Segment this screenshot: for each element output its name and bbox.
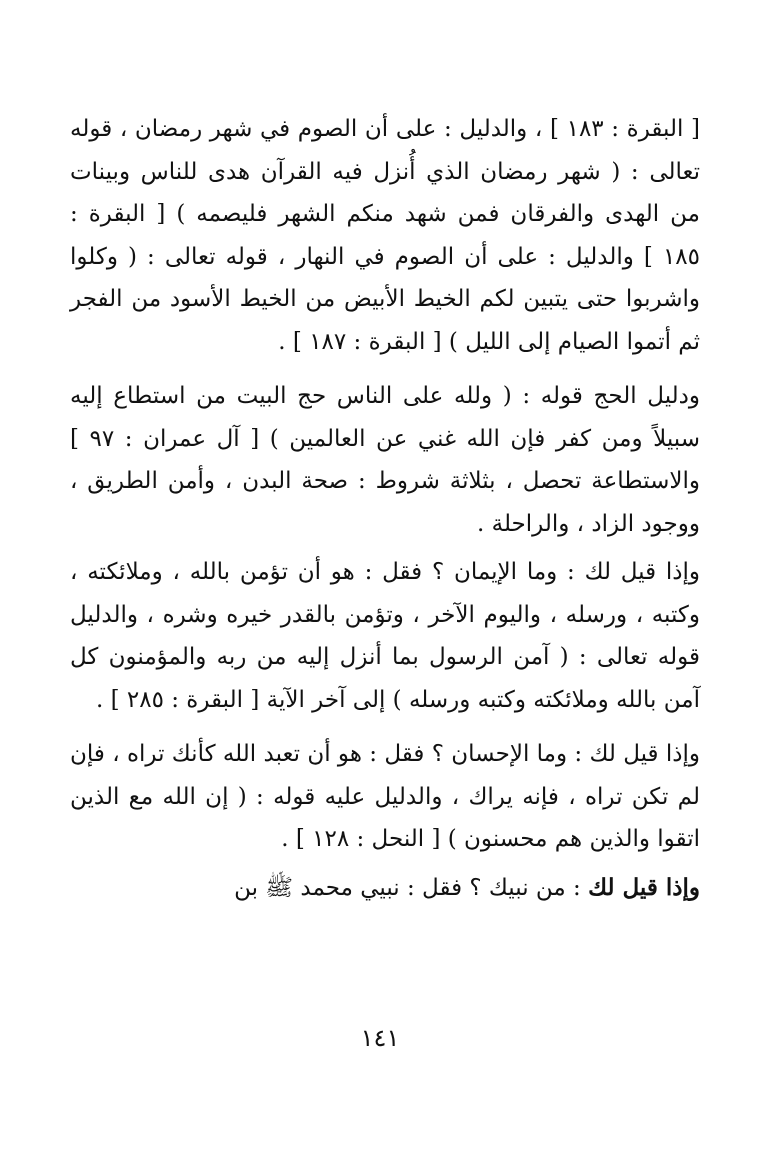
paragraph-text: وإذا قيل لك : وما الإحسان ؟ فقل : هو أن تعبد الله كأنك تراه ، فإن لم تكن تراه ، فإنه يراك ، والدليل عليه قوله : ( إن الله مع الذين اتقوا والذين هم محسنون ) [ النحل : ١٢٨ ] . <box>70 741 700 852</box>
paragraph-text: وإذا قيل لك : وما الإيمان ؟ فقل : هو أن تؤمن بالله ، وملائكته ، وكتبه ، ورسله ، واليوم الآخر ، وتؤمن بالقدر خيره وشره ، والدليل قوله تعالى : ( آمن الرسول بما أنزل إليه من ربه والمؤمنون كل آمن بالله وملائكته وكتبه ورسله ) إلى آخر الآية [ البقرة : ٢٨٥ ] . <box>70 559 700 713</box>
paragraph-text: [ البقرة : ١٨٣ ] ، والدليل : على أن الصوم في شهر رمضان ، قوله تعالى : ( شهر رمضان الذي أُنزل فيه القرآن هدى للناس وبينات من الهدى والفرقان فمن شهد منكم الشهر فليصمه ) [ البقرة : ١٨٥ ] والدليل : على أن الصوم في النهار ، قوله تعالى : ( وكلوا واشربوا حتى يتبين لكم الخيط الأبيض من الخيط الأسود من الفجر ثم أتموا الصيام إلى الليل ) [ البقرة : ١٨٧ ] . <box>70 116 700 355</box>
page-body <box>70 108 700 909</box>
paragraph-fasting-evidence <box>70 108 700 363</box>
paragraph-text: ودليل الحج قوله : ( ولله على الناس حج البيت من استطاع إليه سبيلاً ومن كفر فإن الله غني عن العالمين ) [ آل عمران : ٩٧ ] والاستطاعة تحصل ، بثلاثة شروط : صحة البدن ، وأمن الطريق ، ووجود الزاد ، والراحلة . <box>70 383 700 537</box>
paragraph-iman <box>70 551 700 721</box>
paragraph-prophet <box>70 867 700 910</box>
page-number: ١٤١ <box>360 1024 400 1052</box>
paragraph-ihsan <box>70 733 700 861</box>
paragraph-lead: وإذا قيل لك <box>588 873 700 901</box>
paragraph-hajj-evidence <box>70 375 700 545</box>
paragraph-text: : من نبيك ؟ فقل : نبيي محمد ﷺ بن <box>234 874 589 901</box>
